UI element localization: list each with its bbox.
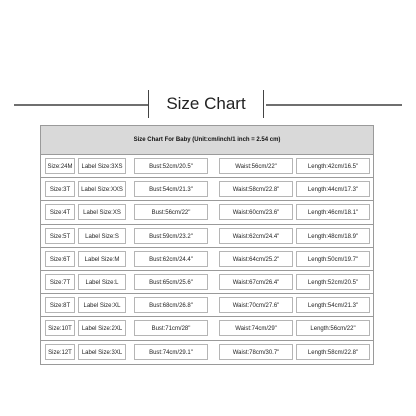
cell-waist: Waist:78cm/30.7" xyxy=(219,344,293,360)
title-divider-left xyxy=(14,104,148,106)
cell-label-size: Label Size:L xyxy=(78,274,126,290)
table-row xyxy=(41,271,373,294)
cell-size: Size:4T xyxy=(45,204,75,220)
cell-length: Length:56cm/22" xyxy=(296,320,370,336)
cell-size: Size:12T xyxy=(45,344,75,360)
cell-length: Length:50cm/19.7" xyxy=(296,251,370,267)
title-divider-right xyxy=(266,104,402,106)
cell-size: Size:8T xyxy=(45,297,75,313)
cell-label-size: Label Size:XL xyxy=(78,297,126,313)
cell-size: Size:5T xyxy=(45,228,75,244)
table-row xyxy=(41,178,373,201)
cell-length: Length:46cm/18.1" xyxy=(296,204,370,220)
cell-waist: Waist:56cm/22" xyxy=(219,158,293,174)
cell-size: Size:24M xyxy=(45,158,75,174)
table-row xyxy=(41,201,373,224)
cell-waist: Waist:58cm/22.8" xyxy=(219,181,293,197)
cell-label-size: Label Size:XS xyxy=(78,204,126,220)
page-title: Size Chart xyxy=(148,90,264,118)
cell-bust: Bust:65cm/25.6" xyxy=(134,274,208,290)
cell-waist: Waist:60cm/23.6" xyxy=(219,204,293,220)
cell-length: Length:44cm/17.3" xyxy=(296,181,370,197)
table-row xyxy=(41,225,373,248)
table-row xyxy=(41,155,373,178)
cell-bust: Bust:71cm/28" xyxy=(134,320,208,336)
cell-length: Length:54cm/21.3" xyxy=(296,297,370,313)
cell-label-size: Label Size:3XS xyxy=(78,158,126,174)
cell-bust: Bust:52cm/20.5" xyxy=(134,158,208,174)
cell-waist: Waist:70cm/27.6" xyxy=(219,297,293,313)
cell-bust: Bust:56cm/22" xyxy=(134,204,208,220)
cell-waist: Waist:64cm/25.2" xyxy=(219,251,293,267)
cell-length: Length:42cm/16.5" xyxy=(296,158,370,174)
cell-bust: Bust:59cm/23.2" xyxy=(134,228,208,244)
size-table xyxy=(40,125,374,365)
table-row xyxy=(41,248,373,271)
cell-length: Length:48cm/18.9" xyxy=(296,228,370,244)
title-bar xyxy=(0,90,416,120)
table-header: Size Chart For Baby (Unit:cm/inch/1 inch = 2.54 cm) xyxy=(41,126,373,155)
cell-bust: Bust:54cm/21.3" xyxy=(134,181,208,197)
cell-length: Length:58cm/22.8" xyxy=(296,344,370,360)
table-row xyxy=(41,317,373,340)
cell-length: Length:52cm/20.5" xyxy=(296,274,370,290)
cell-label-size: Label Size:2XL xyxy=(78,320,126,336)
cell-size: Size:7T xyxy=(45,274,75,290)
cell-size: Size:10T xyxy=(45,320,75,336)
cell-size: Size:6T xyxy=(45,251,75,267)
cell-waist: Waist:67cm/26.4" xyxy=(219,274,293,290)
cell-size: Size:3T xyxy=(45,181,75,197)
cell-bust: Bust:68cm/26.8" xyxy=(134,297,208,313)
cell-label-size: Label Size:S xyxy=(78,228,126,244)
table-row xyxy=(41,341,373,364)
cell-waist: Waist:62cm/24.4" xyxy=(219,228,293,244)
cell-label-size: Label Size:M xyxy=(78,251,126,267)
cell-bust: Bust:74cm/29.1" xyxy=(134,344,208,360)
cell-waist: Waist:74cm/29" xyxy=(219,320,293,336)
table-row xyxy=(41,294,373,317)
cell-bust: Bust:62cm/24.4" xyxy=(134,251,208,267)
table-body xyxy=(41,155,373,364)
cell-label-size: Label Size:3XL xyxy=(78,344,126,360)
cell-label-size: Label Size:XXS xyxy=(78,181,126,197)
